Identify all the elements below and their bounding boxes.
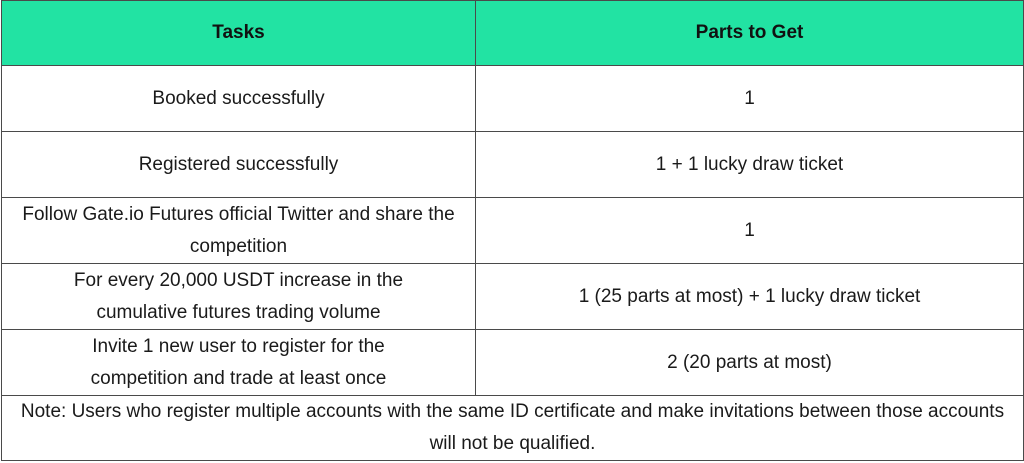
rewards-table	[1, 0, 1024, 461]
parts-cell: 1	[476, 198, 1024, 264]
header-parts-to-get: Parts to Get	[476, 1, 1024, 66]
task-cell: Follow Gate.io Futures official Twitter and share the competition	[2, 198, 476, 264]
task-cell: For every 20,000 USDT increase in the cumulative futures trading volume	[2, 264, 476, 330]
task-cell: Invite 1 new user to register for the competition and trade at least once	[2, 330, 476, 396]
table-row	[2, 198, 1024, 264]
table-row	[2, 132, 1024, 198]
table-row	[2, 264, 1024, 330]
task-cell: Booked successfully	[2, 66, 476, 132]
parts-cell: 1 + 1 lucky draw ticket	[476, 132, 1024, 198]
parts-cell: 2 (20 parts at most)	[476, 330, 1024, 396]
table-row	[2, 330, 1024, 396]
parts-cell: 1	[476, 66, 1024, 132]
note-row	[2, 396, 1024, 461]
parts-cell: 1 (25 parts at most) + 1 lucky draw ticket	[476, 264, 1024, 330]
header-tasks: Tasks	[2, 1, 476, 66]
table-row	[2, 66, 1024, 132]
note-text: Note: Users who register multiple accounts with the same ID certificate and make invitations between those accounts will not be qualified.	[2, 396, 1024, 461]
task-cell: Registered successfully	[2, 132, 476, 198]
table-header-row	[2, 1, 1024, 66]
